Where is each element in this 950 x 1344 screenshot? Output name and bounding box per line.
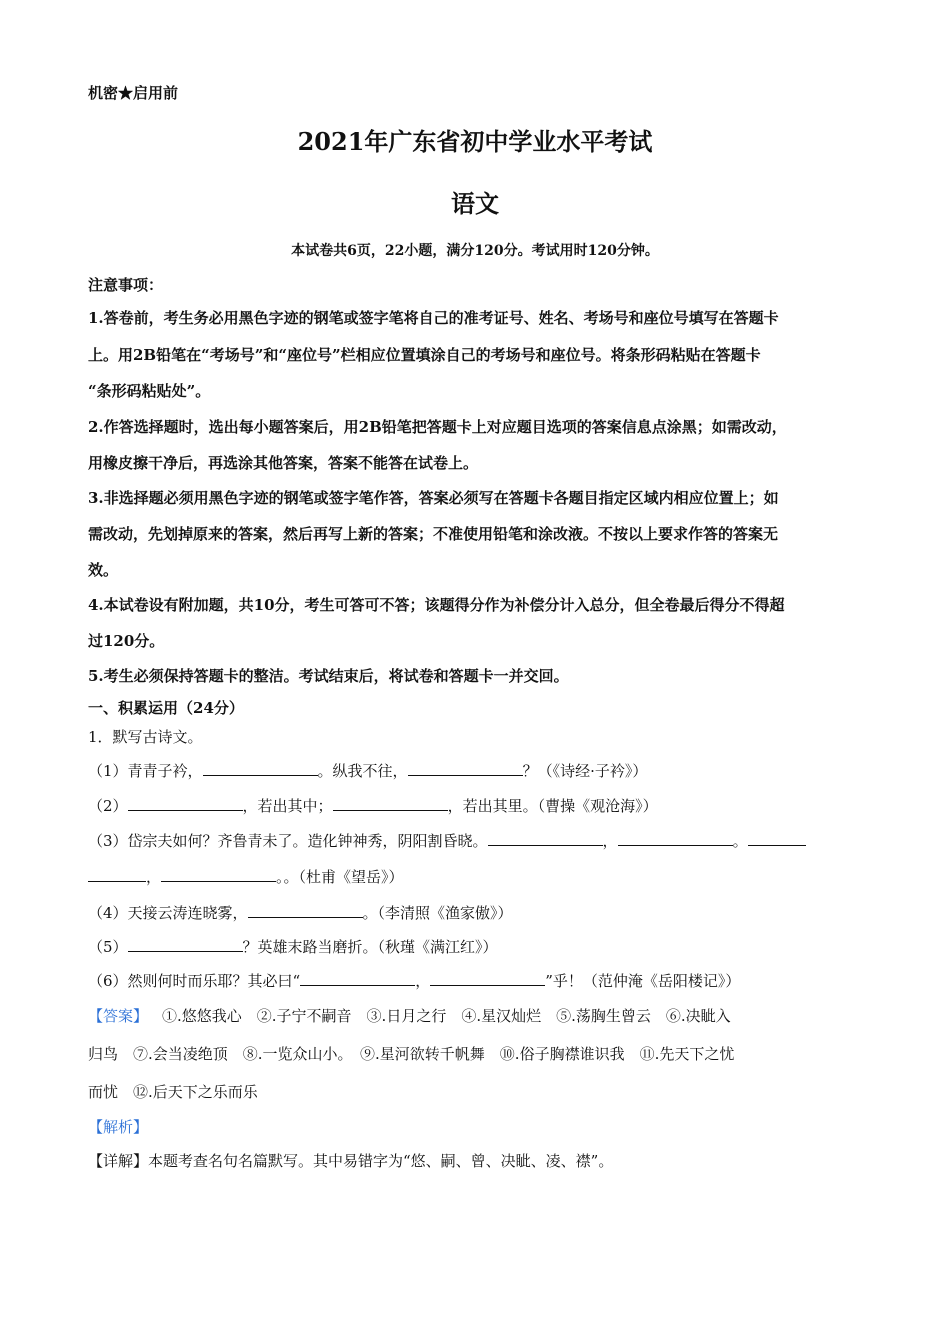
section-heading: 一、积累运用（24分） bbox=[88, 699, 244, 717]
question-1-part-3-cont bbox=[88, 866, 404, 887]
q-text: ”乎！（范仲淹《岳阳楼记》） bbox=[545, 972, 741, 990]
q-text: （1）青青子衿， bbox=[88, 762, 203, 780]
subject-title: 语文 bbox=[451, 189, 499, 218]
q-text: ？英雄末路当磨折。（秋瑾《满江红》） bbox=[242, 938, 498, 956]
q-text: （5） bbox=[88, 938, 128, 956]
question-1-part-2 bbox=[88, 795, 658, 816]
answer-blank[interactable] bbox=[408, 761, 523, 776]
notice-line: 效。 bbox=[88, 561, 119, 579]
q-text: （3）岱宗夫如何？齐鲁青未了。造化钟神秀，阴阳割昏晓。 bbox=[88, 832, 488, 850]
exam-summary: 本试卷共6页，22小题，满分120分。考试用时120分钟。 bbox=[291, 243, 659, 259]
question-1-part-4 bbox=[88, 902, 513, 923]
q-text: ， bbox=[146, 868, 162, 886]
notice-line: 过120分。 bbox=[88, 632, 165, 650]
q-text: ，若出其里。（曹操《观沧海》） bbox=[447, 797, 658, 815]
question-1-part-5 bbox=[88, 936, 498, 957]
q-text: 。。（杜甫《望岳》） bbox=[276, 868, 404, 886]
q-text: ， bbox=[602, 832, 618, 850]
answer-blank[interactable] bbox=[128, 796, 243, 811]
answer-blank[interactable] bbox=[248, 903, 363, 918]
question-1-part-6 bbox=[88, 970, 740, 991]
q-text: ，若出其中； bbox=[242, 797, 333, 815]
q-text: ， bbox=[415, 972, 431, 990]
answer-line: 而忧 ⑫.后天下之乐而乐 bbox=[88, 1083, 258, 1101]
answer-blank[interactable] bbox=[430, 971, 545, 986]
notice-line: “条形码粘贴处”。 bbox=[88, 382, 211, 400]
answer-blank[interactable] bbox=[203, 761, 318, 776]
notice-line: 需改动，先划掉原来的答案，然后再写上新的答案；不准使用铅笔和涂改液。不按以上要求作答的答案无 bbox=[88, 525, 779, 543]
notice-heading: 注意事项： bbox=[88, 276, 164, 294]
notice-line: 1.答卷前，考生务必用黑色字迹的钢笔或签字笔将自己的准考证号、姓名、考场号和座位号填写在答题卡 bbox=[88, 309, 779, 327]
answer-blank[interactable] bbox=[161, 867, 276, 882]
notice-line: 4.本试卷设有附加题，共10分，考生可答可不答；该题得分作为补偿分计入总分，但全卷最后得分不得超 bbox=[88, 596, 785, 614]
q-text: ？（《诗经·子衿》） bbox=[522, 762, 648, 780]
secret-label: 机密★启用前 bbox=[88, 84, 179, 102]
answer-blank[interactable] bbox=[618, 831, 733, 846]
q-text: （4）天接云涛连晓雾， bbox=[88, 904, 248, 922]
answer-blank[interactable] bbox=[748, 831, 806, 846]
q-text: 。（李清照《渔家傲》） bbox=[362, 904, 513, 922]
answer-blank[interactable] bbox=[300, 971, 415, 986]
notice-line: 用橡皮擦干净后，再选涂其他答案，答案不能答在试卷上。 bbox=[88, 454, 479, 472]
question-1-title: 1．默写古诗文。 bbox=[88, 728, 203, 746]
notice-line: 2.作答选择题时，选出每小题答案后，用2B铅笔把答题卡上对应题目选项的答案信息点涂黑；如需改动， bbox=[88, 418, 787, 436]
answer-text: ①.悠悠我心 ②.子宁不嗣音 ③.日月之行 ④.星汉灿烂 ⑤.荡胸生曾云 ⑥.决眦入 bbox=[162, 1007, 731, 1025]
detail-text: 【详解】本题考查名句名篇默写。其中易错字为“悠、嗣、曾、决眦、凌、襟”。 bbox=[88, 1152, 614, 1170]
q-text: （6）然则何时而乐耶？其必曰“ bbox=[88, 972, 301, 990]
answer-line bbox=[88, 1005, 731, 1026]
q-text: （2） bbox=[88, 797, 128, 815]
notice-line: 5.考生必须保持答题卡的整洁。考试结束后，将试卷和答题卡一并交回。 bbox=[88, 667, 569, 685]
notice-line: 上。用2B铅笔在“考场号”和“座位号”栏相应位置填涂自己的考场号和座位号。将条形码粘贴在答题卡 bbox=[88, 346, 761, 364]
answer-blank[interactable] bbox=[488, 831, 603, 846]
analysis-label: 【解析】 bbox=[88, 1118, 149, 1136]
q-text: 。 bbox=[732, 832, 748, 850]
answer-line: 归鸟 ⑦.会当凌绝顶 ⑧.一览众山小。 ⑨.星河欲转千帆舞 ⑩.俗子胸襟谁识我 ⑪.先天下之忧 bbox=[88, 1045, 735, 1063]
question-1-part-1 bbox=[88, 760, 647, 781]
answer-blank[interactable] bbox=[88, 867, 146, 882]
q-text: 。纵我不往， bbox=[317, 762, 408, 780]
answer-blank[interactable] bbox=[128, 937, 243, 952]
question-1-part-3 bbox=[88, 830, 806, 851]
notice-line: 3.非选择题必须用黑色字迹的钢笔或签字笔作答，答案必须写在答题卡各题目指定区域内相应位置上；如 bbox=[88, 489, 779, 507]
answer-blank[interactable] bbox=[333, 796, 448, 811]
answer-label: 【答案】 bbox=[88, 1007, 149, 1025]
exam-title: 2021年广东省初中学业水平考试 bbox=[297, 127, 653, 156]
